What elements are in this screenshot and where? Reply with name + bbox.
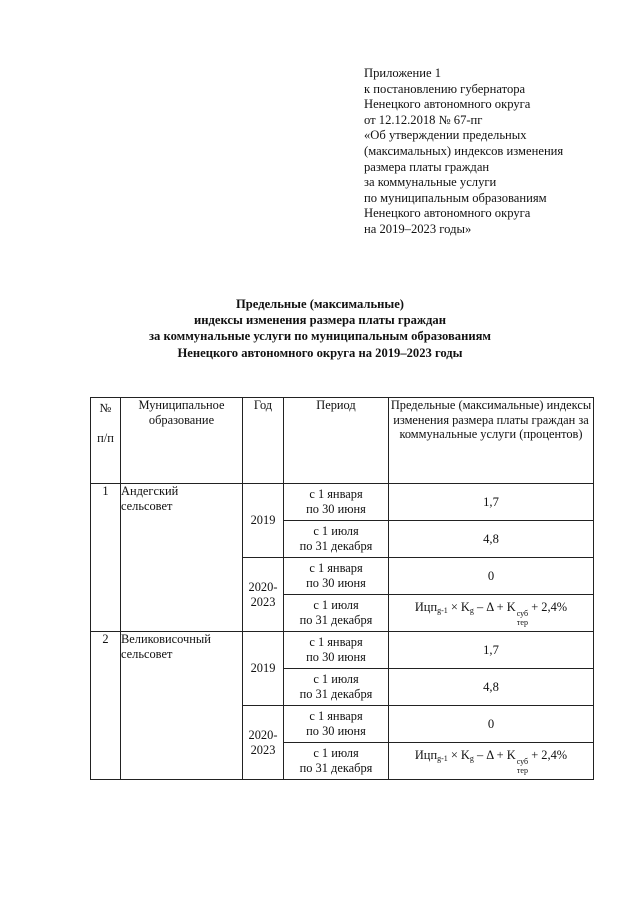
title-line: Ненецкого автономного округа на 2019–2023 годы bbox=[177, 345, 463, 360]
period-line: по 30 июня bbox=[306, 650, 366, 664]
header-number bbox=[91, 398, 121, 484]
appendix-line: Приложение 1 bbox=[364, 66, 442, 80]
appendix-line: от 12.12.2018 № 67-пг bbox=[364, 112, 483, 127]
row-year bbox=[243, 558, 284, 632]
municipality-line: сельсовет bbox=[121, 646, 173, 661]
appendix-line: за коммунальные услуги bbox=[364, 175, 497, 190]
header-index: Предельные (максимальные) индексы изменения размера платы граждан за коммунальные услуги (процентов) bbox=[389, 398, 594, 484]
table-row bbox=[91, 484, 594, 521]
period-line: по 31 декабря bbox=[299, 539, 373, 553]
row-period bbox=[284, 521, 389, 558]
period-line: с 1 июля bbox=[313, 672, 359, 687]
period-line: с 1 июля bbox=[313, 598, 359, 613]
appendix-line: (максимальных) индексов изменения bbox=[364, 143, 564, 158]
appendix-line: на 2019–2023 годы» bbox=[364, 221, 472, 236]
row-number: 2 bbox=[91, 632, 121, 780]
period-line: по 31 декабря bbox=[299, 687, 373, 701]
row-index-formula bbox=[389, 595, 594, 632]
indices-table bbox=[90, 397, 594, 780]
appendix-line: к постановлению губернатора bbox=[364, 81, 526, 96]
appendix-line: Ненецкого автономного округа bbox=[364, 97, 531, 112]
header-number-top: № bbox=[99, 401, 112, 415]
row-year bbox=[243, 706, 284, 780]
header-municipality: Муниципальное образование bbox=[121, 398, 243, 484]
appendix-note bbox=[364, 66, 634, 238]
row-period bbox=[284, 706, 389, 743]
row-year: 2019 bbox=[243, 484, 284, 558]
row-number: 1 bbox=[91, 484, 121, 632]
period-line: по 31 декабря bbox=[299, 613, 373, 627]
row-period bbox=[284, 632, 389, 669]
title-line: за коммунальные услуги по муниципальным образованиям bbox=[149, 329, 491, 344]
appendix-line: размера платы граждан bbox=[364, 159, 490, 174]
row-index-value: 4,8 bbox=[389, 521, 594, 558]
row-period bbox=[284, 595, 389, 632]
header-period: Период bbox=[284, 398, 389, 484]
period-line: по 30 июня bbox=[306, 576, 366, 590]
period-line: по 30 июня bbox=[306, 502, 366, 516]
row-period bbox=[284, 558, 389, 595]
row-index-formula bbox=[389, 743, 594, 780]
appendix-line: «Об утверждении предельных bbox=[364, 128, 527, 143]
municipality-line: Великовисочный bbox=[121, 632, 211, 646]
row-period bbox=[284, 743, 389, 780]
document-title bbox=[0, 296, 640, 361]
row-period bbox=[284, 484, 389, 521]
row-period bbox=[284, 669, 389, 706]
municipality-line: сельсовет bbox=[121, 498, 173, 513]
year-line: 2023 bbox=[250, 742, 276, 757]
index-formula: $Ицп_{g-1} \times K_g - \Delta + K$ суб тер + 2,4% bbox=[414, 747, 568, 775]
period-line: с 1 января bbox=[309, 635, 363, 650]
period-line: с 1 января bbox=[309, 487, 363, 502]
period-line: с 1 июля bbox=[313, 524, 359, 539]
appendix-line: Ненецкого автономного округа bbox=[364, 206, 531, 221]
year-line: 2020- bbox=[248, 727, 278, 742]
period-line: с 1 января bbox=[309, 709, 363, 724]
row-year: 2019 bbox=[243, 632, 284, 706]
period-line: с 1 июля bbox=[313, 746, 359, 761]
row-index-value: 0 bbox=[389, 558, 594, 595]
row-index-value: 1,7 bbox=[389, 484, 594, 521]
period-line: с 1 января bbox=[309, 561, 363, 576]
row-municipality bbox=[121, 484, 243, 632]
row-index-value: 4,8 bbox=[389, 669, 594, 706]
title-line: индексы изменения размера платы граждан bbox=[194, 313, 446, 328]
index-formula: $Ицп_{g-1} \times K_g - \Delta + K$ суб тер + 2,4% bbox=[414, 599, 568, 627]
header-number-bottom: п/п bbox=[97, 430, 114, 445]
period-line: по 31 декабря bbox=[299, 761, 373, 775]
row-index-value: 0 bbox=[389, 706, 594, 743]
period-line: по 30 июня bbox=[306, 724, 366, 738]
municipality-line: Андегский bbox=[121, 484, 179, 498]
header-year: Год bbox=[243, 398, 284, 484]
year-line: 2023 bbox=[250, 594, 276, 609]
appendix-line: по муниципальным образованиям bbox=[364, 190, 547, 205]
title-line: Предельные (максимальные) bbox=[235, 297, 404, 311]
row-municipality bbox=[121, 632, 243, 780]
year-line: 2020- bbox=[248, 579, 278, 594]
row-index-value: 1,7 bbox=[389, 632, 594, 669]
table-header-row bbox=[91, 398, 594, 484]
table-row bbox=[91, 632, 594, 669]
